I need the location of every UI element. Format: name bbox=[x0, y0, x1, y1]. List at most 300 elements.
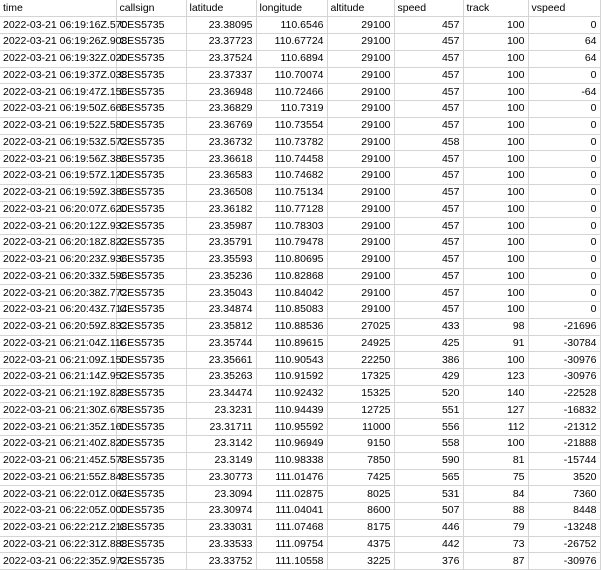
callsign-cell[interactable]: CES5735 bbox=[116, 469, 186, 486]
vspeed-cell[interactable]: 0 bbox=[528, 251, 600, 268]
track-cell[interactable]: 73 bbox=[463, 536, 528, 553]
callsign-cell[interactable]: CES5735 bbox=[116, 335, 186, 352]
track-cell[interactable]: 79 bbox=[463, 519, 528, 536]
longitude-cell[interactable]: 110.95592 bbox=[256, 419, 327, 436]
altitude-cell[interactable]: 29100 bbox=[327, 50, 394, 67]
longitude-cell[interactable]: 110.80695 bbox=[256, 251, 327, 268]
track-cell[interactable]: 100 bbox=[463, 251, 528, 268]
latitude-cell[interactable]: 23.35744 bbox=[186, 335, 256, 352]
header-callsign[interactable]: callsign bbox=[116, 0, 186, 17]
speed-cell[interactable]: 433 bbox=[394, 318, 463, 335]
track-cell[interactable]: 112 bbox=[463, 419, 528, 436]
longitude-cell[interactable]: 111.04041 bbox=[256, 503, 327, 520]
latitude-cell[interactable]: 23.33533 bbox=[186, 536, 256, 553]
altitude-cell[interactable]: 15325 bbox=[327, 385, 394, 402]
vspeed-cell[interactable]: 0 bbox=[528, 302, 600, 319]
vspeed-cell[interactable]: 0 bbox=[528, 151, 600, 168]
altitude-cell[interactable]: 29100 bbox=[327, 168, 394, 185]
time-cell[interactable]: 2022-03-21 06:20:33Z.596 bbox=[0, 268, 116, 285]
callsign-cell[interactable]: CES5735 bbox=[116, 50, 186, 67]
longitude-cell[interactable]: 110.94439 bbox=[256, 402, 327, 419]
longitude-cell[interactable]: 110.73554 bbox=[256, 117, 327, 134]
time-cell[interactable]: 2022-03-21 06:22:31Z.888 bbox=[0, 536, 116, 553]
table-row bbox=[0, 168, 600, 185]
table-row bbox=[0, 469, 600, 486]
speed-cell[interactable]: 457 bbox=[394, 67, 463, 84]
speed-cell[interactable]: 520 bbox=[394, 385, 463, 402]
speed-cell[interactable]: 442 bbox=[394, 536, 463, 553]
speed-cell[interactable]: 457 bbox=[394, 151, 463, 168]
altitude-cell[interactable]: 12725 bbox=[327, 402, 394, 419]
table-row bbox=[0, 302, 600, 319]
altitude-cell[interactable]: 29100 bbox=[327, 235, 394, 252]
altitude-cell[interactable]: 8025 bbox=[327, 486, 394, 503]
table-row bbox=[0, 553, 600, 570]
speed-cell[interactable]: 457 bbox=[394, 268, 463, 285]
callsign-cell[interactable]: CES5735 bbox=[116, 285, 186, 302]
longitude-cell[interactable]: 110.74458 bbox=[256, 151, 327, 168]
speed-cell[interactable]: 457 bbox=[394, 84, 463, 101]
altitude-cell[interactable]: 17325 bbox=[327, 369, 394, 386]
header-vspeed[interactable]: vspeed bbox=[528, 0, 600, 17]
latitude-cell[interactable]: 23.36182 bbox=[186, 201, 256, 218]
table-row bbox=[0, 184, 600, 201]
time-cell[interactable]: 2022-03-21 06:20:18Z.822 bbox=[0, 235, 116, 252]
speed-cell[interactable]: 558 bbox=[394, 436, 463, 453]
latitude-cell[interactable]: 23.30974 bbox=[186, 503, 256, 520]
longitude-cell[interactable]: 110.79478 bbox=[256, 235, 327, 252]
altitude-cell[interactable]: 29100 bbox=[327, 117, 394, 134]
altitude-cell[interactable]: 7425 bbox=[327, 469, 394, 486]
speed-cell[interactable]: 429 bbox=[394, 369, 463, 386]
table-row bbox=[0, 201, 600, 218]
altitude-cell[interactable]: 29100 bbox=[327, 184, 394, 201]
time-cell[interactable]: 2022-03-21 06:20:23Z.936 bbox=[0, 251, 116, 268]
vspeed-cell[interactable]: -30784 bbox=[528, 335, 600, 352]
vspeed-cell[interactable]: 0 bbox=[528, 201, 600, 218]
track-cell[interactable]: 100 bbox=[463, 235, 528, 252]
latitude-cell[interactable]: 23.36732 bbox=[186, 134, 256, 151]
longitude-cell[interactable]: 110.90543 bbox=[256, 352, 327, 369]
table-row bbox=[0, 436, 600, 453]
callsign-cell[interactable]: CES5735 bbox=[116, 218, 186, 235]
callsign-cell[interactable]: CES5735 bbox=[116, 34, 186, 51]
time-cell[interactable]: 2022-03-21 06:19:47Z.156 bbox=[0, 84, 116, 101]
header-time[interactable]: time bbox=[0, 0, 116, 17]
latitude-cell[interactable]: 23.37524 bbox=[186, 50, 256, 67]
latitude-cell[interactable]: 23.30773 bbox=[186, 469, 256, 486]
longitude-cell[interactable]: 110.89615 bbox=[256, 335, 327, 352]
altitude-cell[interactable]: 8175 bbox=[327, 519, 394, 536]
track-cell[interactable]: 100 bbox=[463, 285, 528, 302]
longitude-cell[interactable]: 110.77128 bbox=[256, 201, 327, 218]
altitude-cell[interactable]: 4375 bbox=[327, 536, 394, 553]
table-row bbox=[0, 519, 600, 536]
speed-cell[interactable]: 457 bbox=[394, 184, 463, 201]
latitude-cell[interactable]: 23.35791 bbox=[186, 235, 256, 252]
speed-cell[interactable]: 457 bbox=[394, 168, 463, 185]
latitude-cell[interactable]: 23.35263 bbox=[186, 369, 256, 386]
callsign-cell[interactable]: CES5735 bbox=[116, 117, 186, 134]
vspeed-cell[interactable]: -30976 bbox=[528, 553, 600, 570]
speed-cell[interactable]: 457 bbox=[394, 50, 463, 67]
longitude-cell[interactable]: 111.10558 bbox=[256, 553, 327, 570]
table-row bbox=[0, 352, 600, 369]
latitude-cell[interactable]: 23.36769 bbox=[186, 117, 256, 134]
callsign-cell[interactable]: CES5735 bbox=[116, 302, 186, 319]
track-cell[interactable]: 140 bbox=[463, 385, 528, 402]
time-cell[interactable]: 2022-03-21 06:19:53Z.572 bbox=[0, 134, 116, 151]
track-cell[interactable]: 100 bbox=[463, 84, 528, 101]
time-cell[interactable]: 2022-03-21 06:20:07Z.620 bbox=[0, 201, 116, 218]
time-cell[interactable]: 2022-03-21 06:19:57Z.120 bbox=[0, 168, 116, 185]
longitude-cell[interactable]: 110.98338 bbox=[256, 452, 327, 469]
track-cell[interactable]: 100 bbox=[463, 101, 528, 118]
speed-cell[interactable]: 457 bbox=[394, 218, 463, 235]
table-row bbox=[0, 34, 600, 51]
time-cell[interactable]: 2022-03-21 06:19:52Z.580 bbox=[0, 117, 116, 134]
table-row bbox=[0, 67, 600, 84]
altitude-cell[interactable]: 29100 bbox=[327, 201, 394, 218]
vspeed-cell[interactable]: 0 bbox=[528, 134, 600, 151]
table-row bbox=[0, 151, 600, 168]
longitude-cell[interactable]: 110.67724 bbox=[256, 34, 327, 51]
table-row bbox=[0, 218, 600, 235]
track-cell[interactable]: 100 bbox=[463, 134, 528, 151]
callsign-cell[interactable]: CES5735 bbox=[116, 369, 186, 386]
vspeed-cell[interactable]: 3520 bbox=[528, 469, 600, 486]
callsign-cell[interactable]: CES5735 bbox=[116, 536, 186, 553]
callsign-cell[interactable]: CES5735 bbox=[116, 268, 186, 285]
latitude-cell[interactable]: 23.37337 bbox=[186, 67, 256, 84]
vspeed-cell[interactable]: 0 bbox=[528, 285, 600, 302]
track-cell[interactable]: 88 bbox=[463, 503, 528, 520]
time-cell[interactable]: 2022-03-21 06:21:19Z.828 bbox=[0, 385, 116, 402]
speed-cell[interactable]: 457 bbox=[394, 17, 463, 34]
table-row bbox=[0, 17, 600, 34]
callsign-cell[interactable]: CES5735 bbox=[116, 151, 186, 168]
table-row bbox=[0, 101, 600, 118]
speed-cell[interactable]: 457 bbox=[394, 117, 463, 134]
speed-cell[interactable]: 376 bbox=[394, 553, 463, 570]
callsign-cell[interactable]: CES5735 bbox=[116, 235, 186, 252]
callsign-cell[interactable]: CES5735 bbox=[116, 17, 186, 34]
latitude-cell[interactable]: 23.35661 bbox=[186, 352, 256, 369]
latitude-cell[interactable]: 23.36508 bbox=[186, 184, 256, 201]
time-cell[interactable]: 2022-03-21 06:20:43Z.714 bbox=[0, 302, 116, 319]
track-cell[interactable]: 100 bbox=[463, 17, 528, 34]
time-cell[interactable]: 2022-03-21 06:20:59Z.832 bbox=[0, 318, 116, 335]
header-track[interactable]: track bbox=[463, 0, 528, 17]
longitude-cell[interactable]: 111.01476 bbox=[256, 469, 327, 486]
speed-cell[interactable]: 507 bbox=[394, 503, 463, 520]
callsign-cell[interactable]: CES5735 bbox=[116, 553, 186, 570]
track-cell[interactable]: 100 bbox=[463, 117, 528, 134]
speed-cell[interactable]: 457 bbox=[394, 101, 463, 118]
vspeed-cell[interactable]: 0 bbox=[528, 218, 600, 235]
speed-cell[interactable]: 457 bbox=[394, 201, 463, 218]
callsign-cell[interactable]: CES5735 bbox=[116, 419, 186, 436]
longitude-cell[interactable]: 110.85083 bbox=[256, 302, 327, 319]
table-row bbox=[0, 486, 600, 503]
vspeed-cell[interactable]: 8448 bbox=[528, 503, 600, 520]
time-cell[interactable]: 2022-03-21 06:20:38Z.772 bbox=[0, 285, 116, 302]
latitude-cell[interactable]: 23.36948 bbox=[186, 84, 256, 101]
header-altitude[interactable]: altitude bbox=[327, 0, 394, 17]
callsign-cell[interactable]: CES5735 bbox=[116, 503, 186, 520]
table-row bbox=[0, 285, 600, 302]
time-cell[interactable]: 2022-03-21 06:19:37Z.038 bbox=[0, 67, 116, 84]
longitude-cell[interactable]: 110.82868 bbox=[256, 268, 327, 285]
altitude-cell[interactable]: 29100 bbox=[327, 34, 394, 51]
altitude-cell[interactable]: 29100 bbox=[327, 268, 394, 285]
time-cell[interactable]: 2022-03-21 06:21:09Z.150 bbox=[0, 352, 116, 369]
longitude-cell[interactable]: 111.09754 bbox=[256, 536, 327, 553]
altitude-cell[interactable]: 24925 bbox=[327, 335, 394, 352]
track-cell[interactable]: 81 bbox=[463, 452, 528, 469]
callsign-cell[interactable]: CES5735 bbox=[116, 352, 186, 369]
altitude-cell[interactable]: 29100 bbox=[327, 251, 394, 268]
vspeed-cell[interactable]: 0 bbox=[528, 235, 600, 252]
track-cell[interactable]: 100 bbox=[463, 34, 528, 51]
latitude-cell[interactable]: 23.35236 bbox=[186, 268, 256, 285]
vspeed-cell[interactable]: -26752 bbox=[528, 536, 600, 553]
time-cell[interactable]: 2022-03-21 06:19:32Z.020 bbox=[0, 50, 116, 67]
speed-cell[interactable]: 457 bbox=[394, 302, 463, 319]
callsign-cell[interactable]: CES5735 bbox=[116, 385, 186, 402]
track-cell[interactable]: 87 bbox=[463, 553, 528, 570]
time-cell[interactable]: 2022-03-21 06:21:04Z.116 bbox=[0, 335, 116, 352]
altitude-cell[interactable]: 29100 bbox=[327, 302, 394, 319]
callsign-cell[interactable]: CES5735 bbox=[116, 519, 186, 536]
time-cell[interactable]: 2022-03-21 06:19:26Z.908 bbox=[0, 34, 116, 51]
callsign-cell[interactable]: CES5735 bbox=[116, 318, 186, 335]
altitude-cell[interactable]: 27025 bbox=[327, 318, 394, 335]
time-cell[interactable]: 2022-03-21 06:21:35Z.160 bbox=[0, 419, 116, 436]
track-cell[interactable]: 123 bbox=[463, 369, 528, 386]
track-cell[interactable]: 100 bbox=[463, 168, 528, 185]
altitude-cell[interactable]: 11000 bbox=[327, 419, 394, 436]
header-latitude[interactable]: latitude bbox=[186, 0, 256, 17]
track-cell[interactable]: 98 bbox=[463, 318, 528, 335]
callsign-cell[interactable]: CES5735 bbox=[116, 402, 186, 419]
table-row bbox=[0, 134, 600, 151]
track-cell[interactable]: 100 bbox=[463, 268, 528, 285]
altitude-cell[interactable]: 29100 bbox=[327, 101, 394, 118]
callsign-cell[interactable]: CES5735 bbox=[116, 101, 186, 118]
callsign-cell[interactable]: CES5735 bbox=[116, 84, 186, 101]
altitude-cell[interactable]: 29100 bbox=[327, 84, 394, 101]
speed-cell[interactable]: 386 bbox=[394, 352, 463, 369]
vspeed-cell[interactable]: 7360 bbox=[528, 486, 600, 503]
latitude-cell[interactable]: 23.36829 bbox=[186, 101, 256, 118]
latitude-cell[interactable]: 23.38095 bbox=[186, 17, 256, 34]
vspeed-cell[interactable]: -21696 bbox=[528, 318, 600, 335]
speed-cell[interactable]: 457 bbox=[394, 34, 463, 51]
time-cell[interactable]: 2022-03-21 06:20:12Z.932 bbox=[0, 218, 116, 235]
table-row bbox=[0, 452, 600, 469]
latitude-cell[interactable]: 23.33752 bbox=[186, 553, 256, 570]
track-cell[interactable]: 100 bbox=[463, 201, 528, 218]
altitude-cell[interactable]: 8600 bbox=[327, 503, 394, 520]
vspeed-cell[interactable]: 0 bbox=[528, 117, 600, 134]
track-cell[interactable]: 100 bbox=[463, 151, 528, 168]
longitude-cell[interactable]: 110.92432 bbox=[256, 385, 327, 402]
speed-cell[interactable]: 556 bbox=[394, 419, 463, 436]
vspeed-cell[interactable]: -15744 bbox=[528, 452, 600, 469]
speed-cell[interactable]: 457 bbox=[394, 285, 463, 302]
table-row bbox=[0, 251, 600, 268]
latitude-cell[interactable]: 23.37723 bbox=[186, 34, 256, 51]
header-speed[interactable]: speed bbox=[394, 0, 463, 17]
longitude-cell[interactable]: 110.88536 bbox=[256, 318, 327, 335]
callsign-cell[interactable]: CES5735 bbox=[116, 486, 186, 503]
longitude-cell[interactable]: 111.07468 bbox=[256, 519, 327, 536]
altitude-cell[interactable]: 7850 bbox=[327, 452, 394, 469]
longitude-cell[interactable]: 110.78303 bbox=[256, 218, 327, 235]
vspeed-cell[interactable]: -21312 bbox=[528, 419, 600, 436]
track-cell[interactable]: 100 bbox=[463, 436, 528, 453]
callsign-cell[interactable]: CES5735 bbox=[116, 436, 186, 453]
altitude-cell[interactable]: 3225 bbox=[327, 553, 394, 570]
time-cell[interactable]: 2022-03-21 06:21:14Z.952 bbox=[0, 369, 116, 386]
altitude-cell[interactable]: 29100 bbox=[327, 134, 394, 151]
table-row bbox=[0, 117, 600, 134]
latitude-cell[interactable]: 23.36618 bbox=[186, 151, 256, 168]
altitude-cell[interactable]: 29100 bbox=[327, 218, 394, 235]
latitude-cell[interactable]: 23.35043 bbox=[186, 285, 256, 302]
time-cell[interactable]: 2022-03-21 06:22:01Z.064 bbox=[0, 486, 116, 503]
time-cell[interactable]: 2022-03-21 06:21:45Z.578 bbox=[0, 452, 116, 469]
header-longitude[interactable]: longitude bbox=[256, 0, 327, 17]
vspeed-cell[interactable]: -21888 bbox=[528, 436, 600, 453]
altitude-cell[interactable]: 29100 bbox=[327, 151, 394, 168]
time-cell[interactable]: 2022-03-21 06:22:21Z.218 bbox=[0, 519, 116, 536]
time-cell[interactable]: 2022-03-21 06:21:30Z.678 bbox=[0, 402, 116, 419]
vspeed-cell[interactable]: 64 bbox=[528, 50, 600, 67]
track-cell[interactable]: 100 bbox=[463, 352, 528, 369]
latitude-cell[interactable]: 23.31711 bbox=[186, 419, 256, 436]
time-cell[interactable]: 2022-03-21 06:21:40Z.820 bbox=[0, 436, 116, 453]
altitude-cell[interactable]: 22250 bbox=[327, 352, 394, 369]
track-cell[interactable]: 75 bbox=[463, 469, 528, 486]
speed-cell[interactable]: 457 bbox=[394, 235, 463, 252]
speed-cell[interactable]: 531 bbox=[394, 486, 463, 503]
callsign-cell[interactable]: CES5735 bbox=[116, 184, 186, 201]
time-cell[interactable]: 2022-03-21 06:19:56Z.386 bbox=[0, 151, 116, 168]
longitude-cell[interactable]: 110.96949 bbox=[256, 436, 327, 453]
track-cell[interactable]: 100 bbox=[463, 67, 528, 84]
latitude-cell[interactable]: 23.35593 bbox=[186, 251, 256, 268]
vspeed-cell[interactable]: 64 bbox=[528, 34, 600, 51]
table-row bbox=[0, 235, 600, 252]
altitude-cell[interactable]: 29100 bbox=[327, 17, 394, 34]
track-cell[interactable]: 100 bbox=[463, 218, 528, 235]
vspeed-cell[interactable]: -30976 bbox=[528, 352, 600, 369]
table-row bbox=[0, 318, 600, 335]
longitude-cell[interactable]: 110.6546 bbox=[256, 17, 327, 34]
time-cell[interactable]: 2022-03-21 06:19:50Z.666 bbox=[0, 101, 116, 118]
latitude-cell[interactable]: 23.35987 bbox=[186, 218, 256, 235]
vspeed-cell[interactable]: -22528 bbox=[528, 385, 600, 402]
latitude-cell[interactable]: 23.34474 bbox=[186, 385, 256, 402]
speed-cell[interactable]: 458 bbox=[394, 134, 463, 151]
longitude-cell[interactable]: 110.91592 bbox=[256, 369, 327, 386]
vspeed-cell[interactable]: 0 bbox=[528, 101, 600, 118]
callsign-cell[interactable]: CES5735 bbox=[116, 251, 186, 268]
table-row bbox=[0, 419, 600, 436]
vspeed-cell[interactable]: 0 bbox=[528, 184, 600, 201]
latitude-cell[interactable]: 23.3149 bbox=[186, 452, 256, 469]
speed-cell[interactable]: 457 bbox=[394, 251, 463, 268]
latitude-cell[interactable]: 23.3094 bbox=[186, 486, 256, 503]
vspeed-cell[interactable]: 0 bbox=[528, 67, 600, 84]
latitude-cell[interactable]: 23.3142 bbox=[186, 436, 256, 453]
longitude-cell[interactable]: 110.7319 bbox=[256, 101, 327, 118]
vspeed-cell[interactable]: 0 bbox=[528, 17, 600, 34]
time-cell[interactable]: 2022-03-21 06:21:55Z.848 bbox=[0, 469, 116, 486]
track-cell[interactable]: 100 bbox=[463, 184, 528, 201]
vspeed-cell[interactable]: 0 bbox=[528, 168, 600, 185]
time-cell[interactable]: 2022-03-21 06:19:16Z.570 bbox=[0, 17, 116, 34]
track-cell[interactable]: 100 bbox=[463, 50, 528, 67]
longitude-cell[interactable]: 110.75134 bbox=[256, 184, 327, 201]
track-cell[interactable]: 100 bbox=[463, 302, 528, 319]
longitude-cell[interactable]: 110.74682 bbox=[256, 168, 327, 185]
track-cell[interactable]: 127 bbox=[463, 402, 528, 419]
altitude-cell[interactable]: 9150 bbox=[327, 436, 394, 453]
longitude-cell[interactable]: 110.73782 bbox=[256, 134, 327, 151]
time-cell[interactable]: 2022-03-21 06:22:35Z.972 bbox=[0, 553, 116, 570]
latitude-cell[interactable]: 23.3231 bbox=[186, 402, 256, 419]
latitude-cell[interactable]: 23.33031 bbox=[186, 519, 256, 536]
time-cell[interactable]: 2022-03-21 06:22:05Z.000 bbox=[0, 503, 116, 520]
table-row bbox=[0, 369, 600, 386]
longitude-cell[interactable]: 110.84042 bbox=[256, 285, 327, 302]
speed-cell[interactable]: 551 bbox=[394, 402, 463, 419]
altitude-cell[interactable]: 29100 bbox=[327, 67, 394, 84]
longitude-cell[interactable]: 110.72466 bbox=[256, 84, 327, 101]
vspeed-cell[interactable]: -16832 bbox=[528, 402, 600, 419]
callsign-cell[interactable]: CES5735 bbox=[116, 452, 186, 469]
time-cell[interactable]: 2022-03-21 06:19:59Z.386 bbox=[0, 184, 116, 201]
callsign-cell[interactable]: CES5735 bbox=[116, 201, 186, 218]
speed-cell[interactable]: 425 bbox=[394, 335, 463, 352]
table-row bbox=[0, 503, 600, 520]
callsign-cell[interactable]: CES5735 bbox=[116, 168, 186, 185]
vspeed-cell[interactable]: -64 bbox=[528, 84, 600, 101]
speed-cell[interactable]: 446 bbox=[394, 519, 463, 536]
track-cell[interactable]: 84 bbox=[463, 486, 528, 503]
callsign-cell[interactable]: CES5735 bbox=[116, 67, 186, 84]
altitude-cell[interactable]: 29100 bbox=[327, 285, 394, 302]
longitude-cell[interactable]: 111.02875 bbox=[256, 486, 327, 503]
track-cell[interactable]: 91 bbox=[463, 335, 528, 352]
speed-cell[interactable]: 590 bbox=[394, 452, 463, 469]
vspeed-cell[interactable]: 0 bbox=[528, 268, 600, 285]
table-row bbox=[0, 268, 600, 285]
latitude-cell[interactable]: 23.36583 bbox=[186, 168, 256, 185]
latitude-cell[interactable]: 23.34874 bbox=[186, 302, 256, 319]
vspeed-cell[interactable]: -13248 bbox=[528, 519, 600, 536]
speed-cell[interactable]: 565 bbox=[394, 469, 463, 486]
table-row bbox=[0, 536, 600, 553]
latitude-cell[interactable]: 23.35812 bbox=[186, 318, 256, 335]
longitude-cell[interactable]: 110.70074 bbox=[256, 67, 327, 84]
longitude-cell[interactable]: 110.6894 bbox=[256, 50, 327, 67]
callsign-cell[interactable]: CES5735 bbox=[116, 134, 186, 151]
vspeed-cell[interactable]: -30976 bbox=[528, 369, 600, 386]
